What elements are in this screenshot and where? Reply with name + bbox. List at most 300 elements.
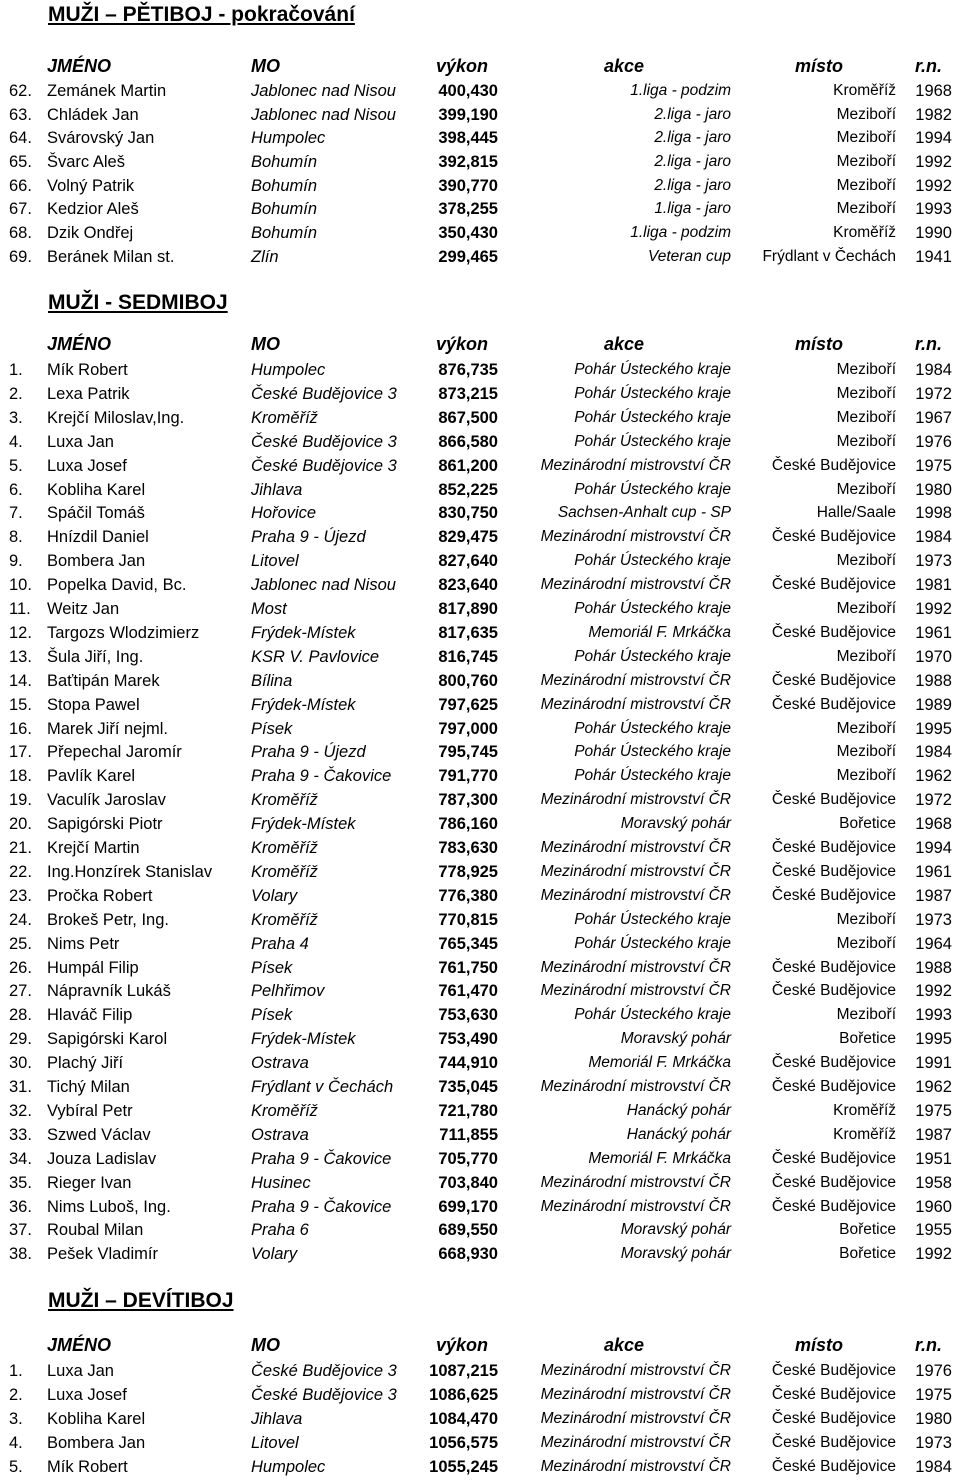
- table-row: [0, 1123, 960, 1147]
- table-row: [0, 430, 960, 454]
- table-row: [0, 693, 960, 717]
- venue-misto: České Budějovice: [771, 1362, 896, 1379]
- score-vykon: 399,190: [438, 105, 498, 124]
- score-vykon: 817,635: [438, 623, 498, 642]
- row-number: 30.: [9, 1054, 32, 1073]
- venue-misto: České Budějovice: [771, 1197, 896, 1215]
- score-vykon: 797,000: [438, 719, 498, 738]
- club-mo: Praha 9 - Újezd: [251, 528, 366, 547]
- row-number: 22.: [9, 862, 32, 881]
- event-akce: Pohár Ústeckého kraje: [574, 743, 731, 761]
- event-akce: Mezinárodní mistrovství ČR: [540, 862, 731, 880]
- table-row: [0, 1218, 960, 1242]
- table-row: [0, 382, 960, 406]
- club-mo: Litovel: [251, 1433, 299, 1452]
- row-number: 1.: [9, 1362, 23, 1380]
- table-row: [0, 1195, 960, 1219]
- club-mo: Volary: [251, 886, 298, 905]
- table-row: [0, 1242, 960, 1266]
- birth-year: 1994: [915, 839, 952, 857]
- event-akce: Pohár Ústeckého kraje: [574, 361, 731, 378]
- table-row: [0, 860, 960, 884]
- score-vykon: 699,170: [438, 1197, 498, 1216]
- club-mo: Zlín: [251, 247, 279, 266]
- score-vykon: 390,770: [438, 176, 498, 195]
- athlete-name: Pavlík Karel: [47, 767, 136, 786]
- venue-misto: Meziboří: [836, 647, 896, 665]
- table-row: [0, 221, 960, 245]
- venue-misto: Bořetice: [839, 1030, 896, 1048]
- row-number: 31.: [9, 1078, 32, 1096]
- score-vykon: 852,225: [438, 480, 498, 499]
- event-akce: Mezinárodní mistrovství ČR: [540, 576, 731, 594]
- venue-misto: České Budějovice: [771, 695, 896, 713]
- club-mo: Praha 9 - Čakovice: [251, 767, 392, 786]
- row-number: 26.: [9, 958, 32, 977]
- athlete-name: Pešek Vladimír: [47, 1245, 158, 1264]
- score-vykon: 761,750: [438, 958, 498, 977]
- athlete-name: Luxa Josef: [47, 456, 127, 475]
- row-number: 32.: [9, 1101, 32, 1120]
- score-vykon: 823,640: [438, 576, 498, 595]
- score-vykon: 770,815: [438, 910, 498, 929]
- row-number: 65.: [9, 152, 32, 171]
- table-row: [0, 812, 960, 836]
- event-akce: 1.liga - podzim: [630, 82, 731, 99]
- event-akce: Mezinárodní mistrovství ČR: [540, 1078, 731, 1095]
- table-row: [0, 1099, 960, 1123]
- venue-misto: Meziboří: [836, 105, 896, 123]
- venue-misto: Meziboří: [836, 432, 896, 450]
- venue-misto: Meziboří: [836, 200, 896, 218]
- row-number: 19.: [9, 791, 32, 810]
- birth-year: 1994: [915, 129, 952, 148]
- club-mo: České Budějovice 3: [251, 432, 397, 451]
- athlete-name: Roubal Milan: [47, 1221, 144, 1240]
- row-number: 20.: [9, 815, 32, 834]
- birth-year: 1964: [915, 934, 952, 953]
- score-vykon: 1055,245: [429, 1457, 498, 1476]
- birth-year: 1995: [915, 1030, 952, 1049]
- table-row: [0, 621, 960, 645]
- score-vykon: 711,855: [439, 1125, 498, 1144]
- row-number: 14.: [9, 671, 32, 690]
- score-vykon: 350,430: [438, 223, 498, 242]
- table-row: [0, 788, 960, 812]
- table-row: [0, 126, 960, 150]
- athlete-name: Luxa Josef: [47, 1385, 127, 1404]
- table-row: [0, 717, 960, 741]
- club-mo: Kroměříž: [251, 910, 318, 929]
- event-akce: Pohár Ústeckého kraje: [574, 1006, 731, 1024]
- club-mo: Frýdek-Místek: [251, 623, 356, 642]
- table-row: [0, 1455, 960, 1479]
- score-vykon: 830,750: [438, 504, 498, 523]
- row-number: 10.: [9, 576, 32, 595]
- table-row: [0, 1407, 960, 1431]
- event-akce: Memoriál F. Mrkáčka: [588, 1149, 731, 1167]
- athlete-name: Humpál Filip: [47, 958, 139, 977]
- row-number: 18.: [9, 767, 32, 786]
- table-row: [0, 358, 960, 382]
- event-akce: Pohár Ústeckého kraje: [574, 934, 731, 952]
- athlete-name: Mík Robert: [47, 1457, 128, 1476]
- birth-year: 1968: [915, 815, 952, 834]
- row-number: 3.: [9, 408, 23, 427]
- table-row: [0, 454, 960, 478]
- event-akce: Veteran cup: [647, 247, 731, 265]
- event-akce: Mezinárodní mistrovství ČR: [540, 791, 731, 809]
- table-row: [0, 197, 960, 221]
- column-header-vykon: výkon: [436, 1335, 489, 1355]
- venue-misto: Kroměříž: [833, 82, 896, 99]
- birth-year: 1962: [915, 1078, 952, 1096]
- birth-year: 1973: [915, 552, 952, 571]
- athlete-name: Zemánek Martin: [47, 82, 167, 100]
- athlete-name: Targozs Wlodzimierz: [47, 623, 200, 642]
- row-number: 2.: [9, 384, 23, 403]
- venue-misto: Bořetice: [839, 1245, 896, 1263]
- table-row: [0, 245, 960, 269]
- athlete-name: Krejčí Martin: [47, 839, 140, 857]
- birth-year: 1967: [915, 408, 952, 427]
- birth-year: 1976: [915, 432, 952, 451]
- athlete-name: Bombera Jan: [47, 552, 146, 571]
- athlete-name: Beránek Milan st.: [47, 247, 175, 266]
- birth-year: 1976: [915, 1362, 952, 1380]
- column-header-mo: MO: [251, 334, 280, 354]
- birth-year: 1982: [915, 105, 952, 124]
- venue-misto: České Budějovice: [771, 456, 896, 474]
- event-akce: Mezinárodní mistrovství ČR: [540, 528, 731, 546]
- event-akce: Mezinárodní mistrovství ČR: [540, 695, 731, 713]
- birth-year: 1992: [915, 982, 952, 1001]
- score-vykon: 861,200: [438, 456, 498, 475]
- birth-year: 1973: [915, 910, 952, 929]
- birth-year: 1987: [915, 1125, 952, 1144]
- row-number: 27.: [9, 982, 32, 1001]
- athlete-name: Bombera Jan: [47, 1433, 146, 1452]
- athlete-name: Dzik Ondřej: [47, 223, 134, 242]
- row-number: 12.: [9, 623, 32, 642]
- club-mo: Ostrava: [251, 1054, 309, 1073]
- athlete-name: Lexa Patrik: [47, 384, 130, 403]
- athlete-name: Vybíral Petr: [47, 1101, 133, 1120]
- event-akce: Pohár Ústeckého kraje: [574, 647, 731, 665]
- birth-year: 1973: [915, 1433, 952, 1452]
- birth-year: 1998: [915, 504, 952, 523]
- club-mo: Frýdlant v Čechách: [251, 1078, 394, 1096]
- athlete-name: Šula Jiří, Ing.: [47, 647, 144, 666]
- venue-misto: České Budějovice: [771, 1385, 896, 1403]
- column-header-mo: MO: [251, 1335, 280, 1355]
- venue-misto: České Budějovice: [771, 623, 896, 641]
- row-number: 36.: [9, 1197, 32, 1216]
- athlete-name: Nims Luboš, Ing.: [47, 1197, 171, 1216]
- venue-misto: České Budějovice: [771, 862, 896, 880]
- event-akce: 2.liga - jaro: [654, 105, 731, 123]
- athlete-name: Sapigórski Karol: [47, 1030, 168, 1049]
- birth-year: 1984: [915, 1457, 952, 1476]
- venue-misto: Meziboří: [836, 408, 896, 426]
- table-row: [0, 573, 960, 597]
- event-akce: Mezinárodní mistrovství ČR: [540, 456, 731, 474]
- score-vykon: 400,430: [438, 82, 498, 100]
- table-row: [0, 836, 960, 860]
- venue-misto: Meziboří: [836, 129, 896, 147]
- event-akce: Memoriál F. Mrkáčka: [588, 1054, 731, 1072]
- birth-year: 1992: [915, 1245, 952, 1264]
- venue-misto: Meziboří: [836, 600, 896, 617]
- club-mo: Jablonec nad Nisou: [251, 82, 396, 100]
- athlete-name: Ing.Honzírek Stanislav: [47, 862, 213, 881]
- athlete-name: Szwed Václav: [47, 1125, 151, 1144]
- row-number: 16.: [9, 719, 32, 738]
- event-akce: Pohár Ústeckého kraje: [574, 432, 731, 450]
- club-mo: Litovel: [251, 552, 299, 571]
- score-vykon: 721,780: [438, 1101, 498, 1120]
- event-akce: Mezinárodní mistrovství ČR: [540, 1197, 731, 1215]
- column-header-misto: místo: [795, 56, 844, 76]
- table-row: [0, 884, 960, 908]
- athlete-name: Chládek Jan: [47, 105, 139, 124]
- athlete-name: Hnízdil Daniel: [47, 528, 149, 547]
- birth-year: 1975: [915, 456, 952, 475]
- birth-year: 1961: [915, 623, 952, 642]
- birth-year: 1987: [915, 886, 952, 905]
- score-vykon: 867,500: [438, 408, 498, 427]
- row-number: 38.: [9, 1245, 32, 1264]
- birth-year: 1988: [915, 671, 952, 690]
- club-mo: Jablonec nad Nisou: [251, 105, 396, 124]
- score-vykon: 753,490: [438, 1030, 498, 1049]
- club-mo: Frýdek-Místek: [251, 815, 356, 834]
- venue-misto: České Budějovice: [771, 1054, 896, 1072]
- score-vykon: 787,300: [438, 791, 498, 810]
- table-row: [0, 501, 960, 525]
- score-vykon: 829,475: [438, 528, 498, 547]
- event-akce: Moravský pohár: [620, 815, 731, 833]
- club-mo: KSR V. Pavlovice: [251, 647, 380, 666]
- birth-year: 1992: [915, 152, 952, 171]
- venue-misto: Meziboří: [836, 910, 896, 928]
- score-vykon: 1086,625: [429, 1385, 498, 1404]
- athlete-name: Přepechal Jaromír: [47, 743, 182, 762]
- birth-year: 1989: [915, 695, 952, 714]
- row-number: 11.: [9, 600, 31, 618]
- event-akce: Hanácký pohár: [626, 1101, 731, 1119]
- row-number: 69.: [9, 247, 32, 266]
- row-number: 4.: [9, 432, 23, 451]
- club-mo: Bohumín: [251, 200, 318, 219]
- club-mo: Pelhřimov: [251, 982, 325, 1001]
- club-mo: Humpolec: [251, 129, 326, 148]
- club-mo: Frýdek-Místek: [251, 1030, 356, 1049]
- venue-misto: Meziboří: [836, 767, 896, 785]
- venue-misto: Meziboří: [836, 361, 896, 378]
- score-vykon: 378,255: [438, 200, 498, 219]
- row-number: 17.: [9, 743, 32, 762]
- table-row: [0, 174, 960, 198]
- venue-misto: České Budějovice: [771, 1409, 896, 1427]
- row-number: 2.: [9, 1385, 23, 1404]
- score-vykon: 1056,575: [429, 1433, 498, 1452]
- row-number: 37.: [9, 1221, 32, 1240]
- venue-misto: Meziboří: [836, 384, 896, 402]
- row-number: 68.: [9, 223, 32, 242]
- event-akce: Mezinárodní mistrovství ČR: [540, 839, 731, 856]
- row-number: 62.: [9, 82, 32, 100]
- column-header-rn: r.n.: [915, 56, 943, 76]
- athlete-name: Kobliha Karel: [47, 1409, 146, 1428]
- club-mo: České Budějovice 3: [251, 456, 397, 475]
- birth-year: 1975: [915, 1101, 952, 1120]
- table-row: [0, 645, 960, 669]
- row-number: 23.: [9, 886, 32, 905]
- venue-misto: České Budějovice: [771, 958, 896, 976]
- row-number: 8.: [9, 528, 23, 547]
- row-number: 28.: [9, 1006, 32, 1025]
- section-title: MUŽI - SEDMIBOJ: [48, 291, 228, 314]
- birth-year: 1961: [915, 862, 952, 881]
- venue-misto: České Budějovice: [771, 791, 896, 809]
- athlete-name: Vaculík Jaroslav: [47, 791, 166, 810]
- column-header-mo: MO: [251, 56, 280, 76]
- birth-year: 1984: [915, 528, 952, 547]
- athlete-name: Krejčí Miloslav,Ing.: [47, 408, 185, 427]
- birth-year: 1990: [915, 223, 952, 242]
- birth-year: 1992: [915, 176, 952, 195]
- score-vykon: 761,470: [438, 982, 498, 1001]
- section-title: MUŽI – PĚTIBOJ - pokračování: [48, 3, 355, 26]
- event-akce: Mezinárodní mistrovství ČR: [540, 886, 731, 904]
- score-vykon: 753,630: [438, 1006, 498, 1025]
- table-row: [0, 478, 960, 502]
- venue-misto: České Budějovice: [771, 1149, 896, 1167]
- athlete-name: Hlaváč Filip: [47, 1006, 133, 1025]
- club-mo: Kroměříž: [251, 408, 318, 427]
- event-akce: Pohár Ústeckého kraje: [574, 600, 731, 617]
- club-mo: České Budějovice 3: [251, 384, 397, 403]
- score-vykon: 299,465: [438, 247, 498, 266]
- row-number: 35.: [9, 1173, 32, 1192]
- birth-year: 1968: [915, 82, 952, 100]
- birth-year: 1995: [915, 719, 952, 738]
- score-vykon: 703,840: [438, 1173, 498, 1192]
- venue-misto: České Budějovice: [771, 671, 896, 689]
- club-mo: Kroměříž: [251, 862, 318, 881]
- birth-year: 1975: [915, 1385, 952, 1404]
- club-mo: Humpolec: [251, 361, 326, 379]
- event-akce: Pohár Ústeckého kraje: [574, 384, 731, 402]
- venue-misto: Kroměříž: [833, 1101, 896, 1119]
- table-header: [0, 1333, 960, 1357]
- club-mo: České Budějovice 3: [251, 1362, 397, 1380]
- venue-misto: České Budějovice: [771, 1457, 896, 1475]
- birth-year: 1980: [915, 480, 952, 499]
- row-number: 25.: [9, 934, 32, 953]
- column-header-name: JMÉNO: [47, 56, 112, 76]
- birth-year: 1988: [915, 958, 952, 977]
- birth-year: 1993: [915, 200, 952, 219]
- athlete-name: Popelka David, Bc.: [47, 576, 187, 595]
- table-row: [0, 908, 960, 932]
- club-mo: Praha 9 - Újezd: [251, 743, 366, 762]
- table-row: [0, 1359, 960, 1383]
- row-number: 63.: [9, 105, 32, 124]
- club-mo: Ostrava: [251, 1125, 309, 1144]
- athlete-name: Kedzior Aleš: [47, 200, 139, 219]
- table-row: [0, 1171, 960, 1195]
- birth-year: 1962: [915, 767, 952, 786]
- athlete-name: Rieger Ivan: [47, 1173, 132, 1192]
- club-mo: Písek: [251, 958, 293, 977]
- score-vykon: 816,745: [438, 647, 498, 666]
- event-akce: Mezinárodní mistrovství ČR: [540, 1362, 731, 1379]
- club-mo: Kroměříž: [251, 791, 318, 810]
- event-akce: Pohár Ústeckého kraje: [574, 767, 731, 785]
- athlete-name: Svárovský Jan: [47, 129, 155, 148]
- venue-misto: České Budějovice: [771, 528, 896, 546]
- column-header-name: JMÉNO: [47, 334, 112, 354]
- row-number: 4.: [9, 1433, 23, 1452]
- athlete-name: Kobliha Karel: [47, 480, 146, 499]
- table-row: [0, 1027, 960, 1051]
- venue-misto: České Budějovice: [771, 839, 896, 856]
- row-number: 3.: [9, 1409, 23, 1428]
- club-mo: Bílina: [251, 671, 293, 690]
- row-number: 33.: [9, 1125, 32, 1144]
- venue-misto: Meziboří: [836, 176, 896, 194]
- row-number: 15.: [9, 695, 32, 714]
- score-vykon: 791,770: [438, 767, 498, 786]
- row-number: 24.: [9, 910, 32, 929]
- birth-year: 1951: [915, 1149, 952, 1168]
- row-number: 34.: [9, 1149, 32, 1168]
- event-akce: 2.liga - jaro: [654, 152, 731, 170]
- event-akce: Mezinárodní mistrovství ČR: [540, 1385, 731, 1403]
- birth-year: 1960: [915, 1197, 952, 1216]
- row-number: 13.: [9, 647, 32, 666]
- table-row: [0, 79, 960, 103]
- club-mo: Bohumín: [251, 152, 318, 171]
- table-row: [0, 1075, 960, 1099]
- venue-misto: České Budějovice: [771, 576, 896, 594]
- club-mo: Písek: [251, 719, 293, 738]
- birth-year: 1993: [915, 1006, 952, 1025]
- score-vykon: 873,215: [438, 384, 498, 403]
- athlete-name: Mík Robert: [47, 361, 128, 379]
- athlete-name: Plachý Jiří: [47, 1054, 124, 1073]
- venue-misto: Meziboří: [836, 552, 896, 570]
- score-vykon: 778,925: [438, 862, 498, 881]
- column-header-akce: akce: [604, 1335, 645, 1355]
- score-vykon: 735,045: [438, 1078, 498, 1096]
- event-akce: Mezinárodní mistrovství ČR: [540, 958, 731, 976]
- score-vykon: 800,760: [438, 671, 498, 690]
- column-header-misto: místo: [795, 1335, 844, 1355]
- venue-misto: Meziboří: [836, 480, 896, 498]
- score-vykon: 705,770: [438, 1149, 498, 1168]
- venue-misto: Kroměříž: [833, 1125, 896, 1143]
- event-akce: Pohár Ústeckého kraje: [574, 408, 731, 426]
- event-akce: Pohár Ústeckého kraje: [574, 910, 731, 928]
- club-mo: Jablonec nad Nisou: [251, 576, 396, 595]
- club-mo: Bohumín: [251, 223, 318, 242]
- row-number: 5.: [9, 456, 23, 475]
- athlete-name: Jouza Ladislav: [47, 1149, 157, 1168]
- athlete-name: Tichý Milan: [47, 1078, 130, 1096]
